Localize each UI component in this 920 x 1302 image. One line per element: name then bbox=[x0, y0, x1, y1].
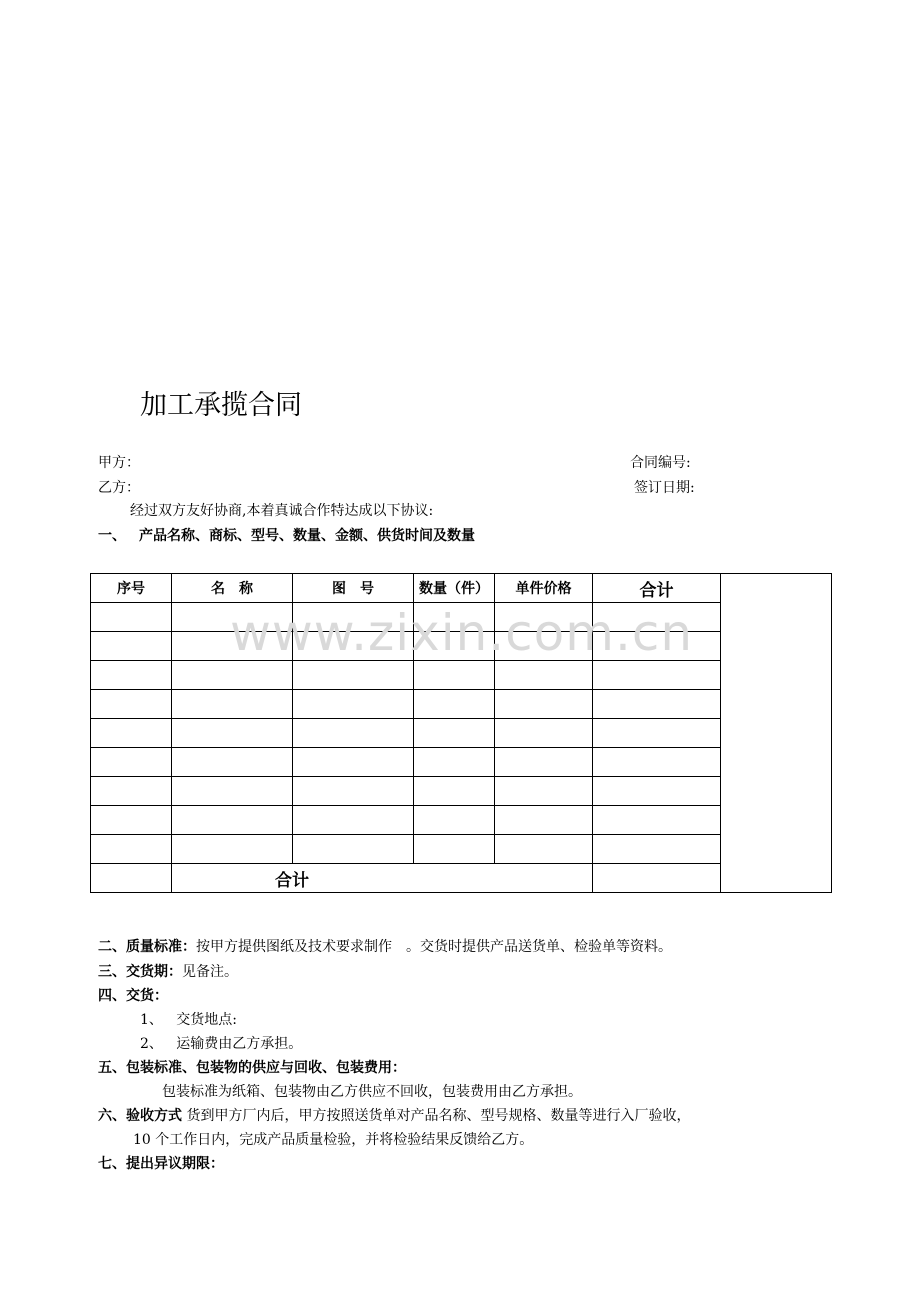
watermark: www.zixin.com.cn bbox=[230, 604, 694, 662]
table-cell bbox=[293, 748, 414, 777]
section-3-heading: 三、交货期： bbox=[98, 964, 182, 980]
item-number: 2、 bbox=[140, 1036, 163, 1052]
table-cell bbox=[495, 690, 593, 719]
table-cell bbox=[293, 806, 414, 835]
section-1-number: 一、 bbox=[98, 528, 126, 544]
table-cell bbox=[172, 748, 293, 777]
table-cell bbox=[293, 661, 414, 690]
header-name: 名 称 bbox=[172, 574, 293, 603]
table-cell bbox=[293, 835, 414, 864]
table-cell bbox=[414, 777, 495, 806]
header-quantity: 数量（件） bbox=[414, 574, 495, 603]
table-cell bbox=[91, 806, 172, 835]
item-text: 运输费由乙方承担。 bbox=[176, 1036, 303, 1052]
intro-text: 经过双方友好协商,本着真诚合作特达成以下协议: bbox=[130, 503, 434, 519]
table-header-row bbox=[91, 574, 832, 603]
table-cell bbox=[172, 661, 293, 690]
table-row bbox=[91, 719, 832, 748]
table-cell bbox=[414, 835, 495, 864]
table-cell bbox=[593, 806, 721, 835]
table-cell bbox=[593, 835, 721, 864]
table-cell bbox=[293, 719, 414, 748]
table-cell bbox=[91, 777, 172, 806]
table-cell bbox=[414, 748, 495, 777]
header-index: 序号 bbox=[91, 574, 172, 603]
item-number: 1、 bbox=[140, 1012, 163, 1028]
table-row bbox=[91, 806, 832, 835]
sign-date-label: 签订日期: bbox=[634, 480, 695, 496]
header-total: 合计 bbox=[593, 574, 721, 603]
section-4-item-2 bbox=[140, 1033, 302, 1053]
party-b-label: 乙方： bbox=[98, 480, 140, 496]
section-6-heading: 六、验收方式 bbox=[98, 1108, 182, 1124]
section-5-body: 包装标准为纸箱、包装物由乙方供应不回收，包装费用由乙方承担。 bbox=[162, 1084, 582, 1100]
table-cell bbox=[172, 777, 293, 806]
section-2-body: 按甲方提供图纸及技术要求制作 。交货时提供产品送货单、检验单等资料。 bbox=[196, 939, 672, 955]
table-cell bbox=[495, 806, 593, 835]
table-cell bbox=[91, 661, 172, 690]
document-title: 加工承揽合同 bbox=[140, 390, 302, 421]
table-cell bbox=[414, 690, 495, 719]
section-1-heading: 产品名称、商标、型号、数量、金额、供货时间及数量 bbox=[139, 528, 475, 544]
contract-number-label: 合同编号: bbox=[630, 455, 691, 471]
table-cell bbox=[495, 835, 593, 864]
table-cell bbox=[91, 690, 172, 719]
table-cell bbox=[91, 864, 172, 893]
table-cell bbox=[91, 603, 172, 632]
table-cell bbox=[172, 690, 293, 719]
table-cell bbox=[293, 777, 414, 806]
party-a-label: 甲方： bbox=[98, 455, 140, 471]
table-cell bbox=[495, 661, 593, 690]
table-cell bbox=[593, 690, 721, 719]
table-cell bbox=[91, 719, 172, 748]
table-row bbox=[91, 661, 832, 690]
table-cell bbox=[414, 719, 495, 748]
section-2-heading: 二、质量标准： bbox=[98, 939, 196, 955]
table-row bbox=[91, 690, 832, 719]
section-4-item-1 bbox=[140, 1009, 237, 1029]
section-4-heading: 四、交货： bbox=[98, 988, 168, 1004]
table-cell bbox=[172, 806, 293, 835]
item-text: 交货地点: bbox=[176, 1012, 237, 1028]
table-cell bbox=[91, 632, 172, 661]
table-cell bbox=[593, 777, 721, 806]
section-6-body-line-1: 货到甲方厂内后，甲方按照送货单对产品名称、型号规格、数量等进行入厂验收， bbox=[186, 1108, 691, 1124]
header-drawing-no: 图 号 bbox=[293, 574, 414, 603]
table-row bbox=[91, 835, 832, 864]
table-cell bbox=[593, 719, 721, 748]
table-cell bbox=[172, 719, 293, 748]
table-cell bbox=[495, 777, 593, 806]
table-cell bbox=[91, 748, 172, 777]
table-total-row bbox=[91, 864, 832, 893]
total-label: 合计 bbox=[172, 864, 593, 893]
table-cell bbox=[495, 719, 593, 748]
section-5-heading: 五、包装标准、包装物的供应与回收、包装费用： bbox=[98, 1060, 406, 1076]
table-row bbox=[91, 777, 832, 806]
header-unit-price: 单件价格 bbox=[495, 574, 593, 603]
table-cell bbox=[414, 806, 495, 835]
section-6-body-line-2: 10 个工作日内，完成产品质量检验，并将检验结果反馈给乙方。 bbox=[133, 1132, 534, 1148]
section-3-body: 见备注。 bbox=[182, 964, 238, 980]
table-cell bbox=[593, 748, 721, 777]
table-cell bbox=[293, 690, 414, 719]
table-cell bbox=[414, 661, 495, 690]
total-value bbox=[593, 864, 721, 893]
table-cell bbox=[91, 835, 172, 864]
section-7-heading: 七、提出异议期限： bbox=[98, 1156, 224, 1172]
table-cell bbox=[495, 748, 593, 777]
table-cell bbox=[172, 835, 293, 864]
table-side-column bbox=[721, 574, 832, 893]
table-cell bbox=[593, 661, 721, 690]
table-row bbox=[91, 748, 832, 777]
